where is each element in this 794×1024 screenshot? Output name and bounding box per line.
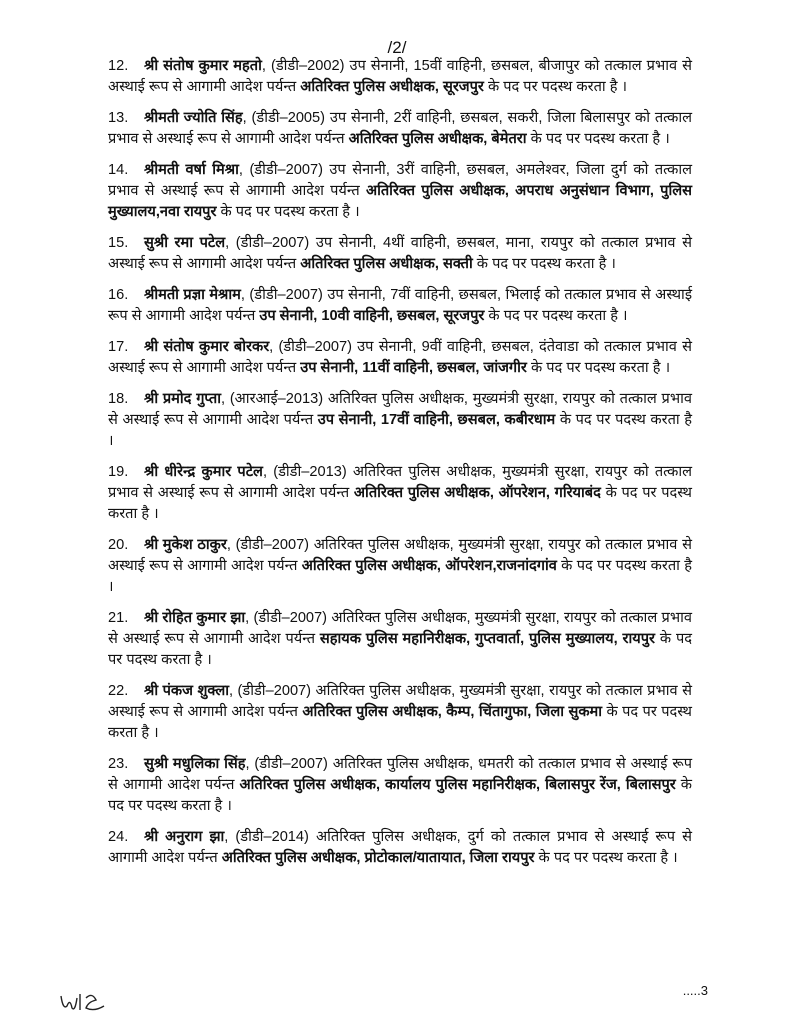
item-number: 14. — [108, 162, 129, 178]
body-text: के पद पर पदस्थ करता है । — [526, 360, 671, 376]
body-text: के पद पर पदस्थ करता है । — [216, 204, 360, 220]
bold-text: अतिरिक्त पुलिस अधीक्षक, प्रोटोकाल/यातायात, जिला रायपुर — [221, 850, 535, 866]
body-text: , (डीडी–2007) उप सेनानी, 7वीं वाहिनी, छसबल, भिलाई को तत्काल प्रभाव से अस्थाई रूप से आगामी आदेश पर्यन्त — [108, 287, 692, 324]
body-text: के पद पर पदस्थ करता है । — [483, 79, 628, 95]
item-number: 16. — [108, 287, 129, 303]
bold-text: श्री धीरेन्द्र कुमार पटेल — [144, 464, 263, 480]
bold-text: उप सेनानी, 10वी वाहिनी, छसबल, सूरजपुर — [259, 308, 485, 324]
body-text: के पद पर पदस्थ करता है । — [526, 131, 670, 147]
bold-text: अतिरिक्त पुलिस अधीक्षक, सक्ती — [300, 256, 473, 272]
bold-text: श्रीमती ज्योति सिंह — [144, 110, 243, 126]
body-text: , (डीडी–2007) उप सेनानी, 9वीं वाहिनी, छसबल, दंतेवाडा को तत्काल प्रभाव से अस्थाई रूप से आगामी आदेश पर्यन्त — [108, 339, 693, 376]
body-text: के पद पर पदस्थ करता है । — [108, 631, 693, 668]
body-text: , (डीडी–2014) अतिरिक्त पुलिस अधीक्षक, दुर्ग को तत्काल प्रभाव से अस्थाई रूप से आगामी आदेश पर्यन्त — [108, 829, 692, 866]
body-text: , (डीडी–2002) उप सेनानी, 15वीं वाहिनी, छसबल, बीजापुर को तत्काल प्रभाव से अस्थाई रूप से आगामी आदेश पर्यन्त — [108, 58, 693, 95]
bold-text: अतिरिक्त पुलिस अधीक्षक, ऑपरेशन,राजनांदगांव — [301, 558, 557, 574]
order-item — [108, 233, 692, 275]
order-paragraphs — [108, 56, 692, 879]
order-item — [108, 827, 692, 869]
order-item — [108, 389, 692, 452]
item-number: 18. — [108, 391, 129, 407]
item-number: 13. — [108, 110, 129, 126]
bold-text: उप सेनानी, 11वीं वाहिनी, छसबल, जांजगीर — [300, 360, 527, 376]
order-item — [108, 56, 692, 98]
bold-text: श्री अनुराग झा — [144, 829, 225, 845]
item-number: 12. — [108, 58, 129, 74]
order-item — [108, 462, 692, 525]
body-text: , (आरआई–2013) अतिरिक्त पुलिस अधीक्षक, मुख्यमंत्री सुरक्षा, रायपुर को तत्काल प्रभाव से अस्थाई रूप से आगामी आदेश पर्यन्त — [108, 391, 692, 428]
order-item — [108, 160, 692, 223]
bold-text: श्री प्रमोद गुप्ता — [144, 391, 221, 407]
order-item — [108, 535, 692, 598]
body-text: के पद पर पदस्थ करता है । — [484, 308, 628, 324]
item-number: 17. — [108, 339, 129, 355]
bold-text: श्रीमती वर्षा मिश्रा — [144, 162, 239, 178]
body-text: के पद पर पदस्थ करता है । — [108, 777, 692, 814]
body-text: के पद पर पदस्थ करता है । — [108, 485, 692, 522]
bold-text: अतिरिक्त पुलिस अधीक्षक, कार्यालय पुलिस महानिरीक्षक, बिलासपुर रेंज, बिलासपुर — [239, 777, 676, 793]
body-text: , (डीडी–2013) अतिरिक्त पुलिस अधीक्षक, मुख्यमंत्री सुरक्षा, रायपुर को तत्काल प्रभाव से अस्थाई रूप से आगामी आदेश पर्यन्त — [108, 464, 692, 501]
bold-text: अतिरिक्त पुलिस अधीक्षक, सूरजपुर — [300, 79, 484, 95]
order-item — [108, 285, 692, 327]
bold-text: श्रीमती प्रज्ञा मेश्राम — [144, 287, 241, 303]
item-number: 20. — [108, 537, 129, 553]
body-text: के पद पर पदस्थ करता है । — [108, 558, 693, 595]
body-text: , (डीडी–2007) अतिरिक्त पुलिस अधीक्षक, धमतरी को तत्काल प्रभाव से अस्थाई रूप से आगामी आदेश पर्यन्त — [108, 756, 692, 793]
body-text: , (डीडी–2007) अतिरिक्त पुलिस अधीक्षक, मुख्यमंत्री सुरक्षा, रायपुर को तत्काल प्रभाव से अस्थाई रूप से आगामी आदेश पर्यन्त — [108, 537, 692, 574]
item-number: 24. — [108, 829, 129, 845]
bold-text: श्री संतोष कुमार बोरकर — [144, 339, 270, 355]
bold-text: श्री संतोष कुमार महतो — [144, 58, 262, 74]
bold-text: सुश्री मधुलिका सिंह — [144, 756, 246, 772]
bold-text: सुश्री रमा पटेल — [144, 235, 226, 251]
bold-text: अतिरिक्त पुलिस अधीक्षक, अपराध अनुसंधान विभाग, पुलिस मुख्यालय,नवा रायपुर — [108, 183, 692, 220]
page-number: /2/ — [387, 38, 407, 57]
order-item — [108, 108, 692, 150]
order-item — [108, 681, 692, 744]
body-text: , (डीडी–2007) उप सेनानी, 3रीं वाहिनी, छसबल, अमलेश्वर, जिला दुर्ग को तत्काल प्रभाव से अस्थाई रूप से आगामी आदेश पर्यन्त — [108, 162, 692, 199]
signature-image — [58, 988, 108, 1014]
body-text: के पद पर पदस्थ करता है । — [108, 412, 693, 449]
bold-text: अतिरिक्त पुलिस अधीक्षक, ऑपरेशन, गरियाबंद — [353, 485, 601, 501]
body-text: के पद पर पदस्थ करता है । — [472, 256, 616, 272]
bold-text: उप सेनानी, 17वीं वाहिनी, छसबल, कबीरधाम — [317, 412, 556, 428]
body-text: , (डीडी–2007) उप सेनानी, 4थीं वाहिनी, छसबल, माना, रायपुर को तत्काल प्रभाव से अस्थाई रूप से आगामी आदेश पर्यन्त — [108, 235, 692, 272]
bold-text: श्री मुकेश ठाकुर — [144, 537, 227, 553]
item-number: 22. — [108, 683, 129, 699]
body-text: , (डीडी–2005) उप सेनानी, 2रीं वाहिनी, छसबल, सकरी, जिला बिलासपुर को तत्काल प्रभाव से अस्थाई रूप से आगामी आदेश पर्यन्त — [108, 110, 692, 147]
item-number: 23. — [108, 756, 129, 772]
body-text: के पद पर पदस्थ करता है । — [534, 850, 678, 866]
bold-text: अतिरिक्त पुलिस अधीक्षक, कैम्प, चिंतागुफा, जिला सुकमा — [302, 704, 603, 720]
item-number: 19. — [108, 464, 129, 480]
bold-text: श्री पंकज शुक्ला — [144, 683, 229, 699]
body-text: के पद पर पदस्थ करता है । — [108, 704, 692, 741]
bold-text: सहायक पुलिस महानिरीक्षक, गुप्तवार्ता, पुलिस मुख्यालय, रायपुर — [319, 631, 655, 647]
body-text: , (डीडी–2007) अतिरिक्त पुलिस अधीक्षक, मुख्यमंत्री सुरक्षा, रायपुर को तत्काल प्रभाव से अस्थाई रूप से आगामी आदेश पर्यन्त — [108, 610, 692, 647]
order-item — [108, 754, 692, 817]
order-item — [108, 337, 692, 379]
bold-text: अतिरिक्त पुलिस अधीक्षक, बेमेतरा — [348, 131, 527, 147]
body-text: , (डीडी–2007) अतिरिक्त पुलिस अधीक्षक, मुख्यमंत्री सुरक्षा, रायपुर को तत्काल प्रभाव से अस्थाई रूप से आगामी आदेश पर्यन्त — [108, 683, 692, 720]
item-number: 21. — [108, 610, 129, 626]
order-item — [108, 608, 692, 671]
item-number: 15. — [108, 235, 129, 251]
next-page-marker: .....3 — [682, 983, 708, 998]
bold-text: श्री रोहित कुमार झा — [144, 610, 246, 626]
